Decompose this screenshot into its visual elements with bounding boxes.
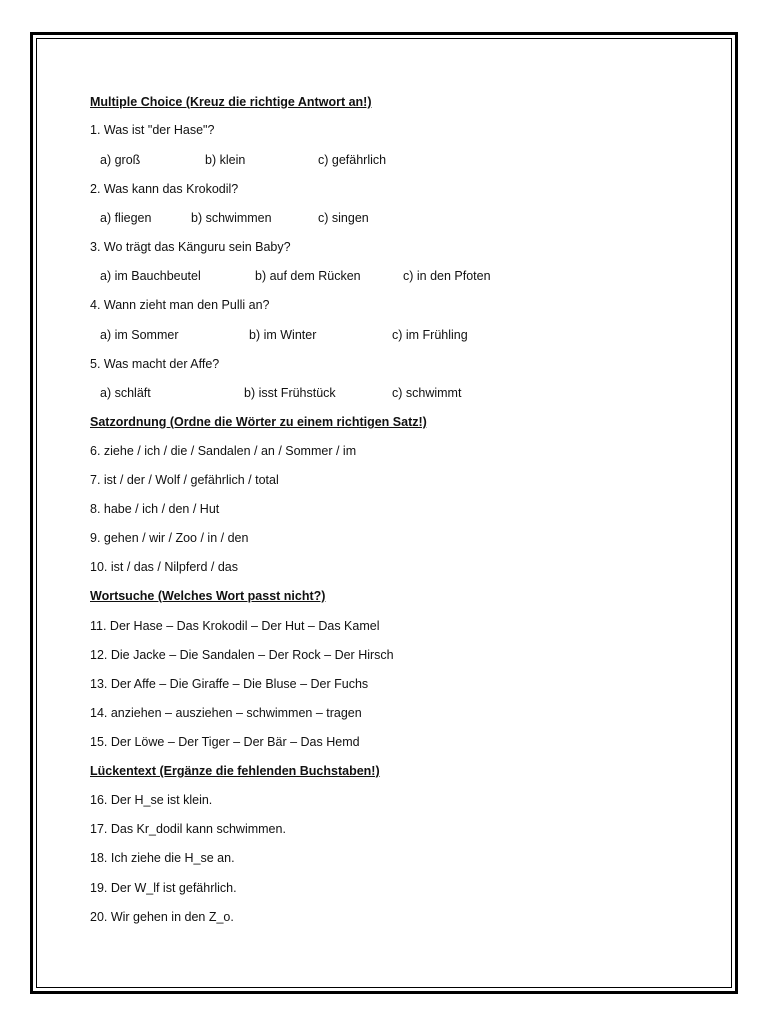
luecke-item-16: 16. Der H_se ist klein. <box>90 793 213 807</box>
satz-item-7: 7. ist / der / Wolf / gefährlich / total <box>90 473 279 487</box>
question-1: 1. Was ist "der Hase"? <box>90 123 215 137</box>
wort-item-14: 14. anziehen – ausziehen – schwimmen – tragen <box>90 706 362 720</box>
section-heading-multiple-choice: Multiple Choice (Kreuz die richtige Antwort an!) <box>90 95 372 109</box>
q1-option-c[interactable]: c) gefährlich <box>318 153 387 167</box>
question-5: 5. Was macht der Affe? <box>90 357 220 371</box>
q2-option-a[interactable]: a) fliegen <box>100 211 152 225</box>
wort-item-13: 13. Der Affe – Die Giraffe – Die Bluse – Der Fuchs <box>90 677 369 691</box>
wort-item-15: 15. Der Löwe – Der Tiger – Der Bär – Das Hemd <box>90 735 360 749</box>
section-heading-lueckentext: Lückentext (Ergänze die fehlenden Buchstaben!) <box>90 764 380 778</box>
q4-option-b[interactable]: b) im Winter <box>249 328 317 342</box>
question-4: 4. Wann zieht man den Pulli an? <box>90 298 270 312</box>
section-heading-wortsuche: Wortsuche (Welches Wort passt nicht?) <box>90 589 326 603</box>
wort-item-11: 11. Der Hase – Das Krokodil – Der Hut – Das Kamel <box>90 619 380 633</box>
satz-item-9: 9. gehen / wir / Zoo / in / den <box>90 531 249 545</box>
q1-option-a[interactable]: a) groß <box>100 153 141 167</box>
q3-option-a[interactable]: a) im Bauchbeutel <box>100 269 201 283</box>
section-heading-satzordnung: Satzordnung (Ordne die Wörter zu einem richtigen Satz!) <box>90 415 427 429</box>
q1-option-b[interactable]: b) klein <box>205 153 246 167</box>
luecke-item-20: 20. Wir gehen in den Z_o. <box>90 910 234 924</box>
satz-item-10: 10. ist / das / Nilpferd / das <box>90 560 238 574</box>
q3-option-b[interactable]: b) auf dem Rücken <box>255 269 361 283</box>
wort-item-12: 12. Die Jacke – Die Sandalen – Der Rock – Der Hirsch <box>90 648 394 662</box>
q4-option-a[interactable]: a) im Sommer <box>100 328 179 342</box>
q3-option-c[interactable]: c) in den Pfoten <box>403 269 491 283</box>
luecke-item-17: 17. Das Kr_dodil kann schwimmen. <box>90 822 286 836</box>
satz-item-8: 8. habe / ich / den / Hut <box>90 502 220 516</box>
q2-option-b[interactable]: b) schwimmen <box>191 211 272 225</box>
question-3: 3. Wo trägt das Känguru sein Baby? <box>90 240 291 254</box>
satz-item-6: 6. ziehe / ich / die / Sandalen / an / Sommer / im <box>90 444 357 458</box>
q5-option-a[interactable]: a) schläft <box>100 386 151 400</box>
luecke-item-19: 19. Der W_lf ist gefährlich. <box>90 881 237 895</box>
q4-option-c[interactable]: c) im Frühling <box>392 328 468 342</box>
q2-option-c[interactable]: c) singen <box>318 211 369 225</box>
q5-option-b[interactable]: b) isst Frühstück <box>244 386 336 400</box>
luecke-item-18: 18. Ich ziehe die H_se an. <box>90 851 235 865</box>
question-2: 2. Was kann das Krokodil? <box>90 182 239 196</box>
q5-option-c[interactable]: c) schwimmt <box>392 386 462 400</box>
